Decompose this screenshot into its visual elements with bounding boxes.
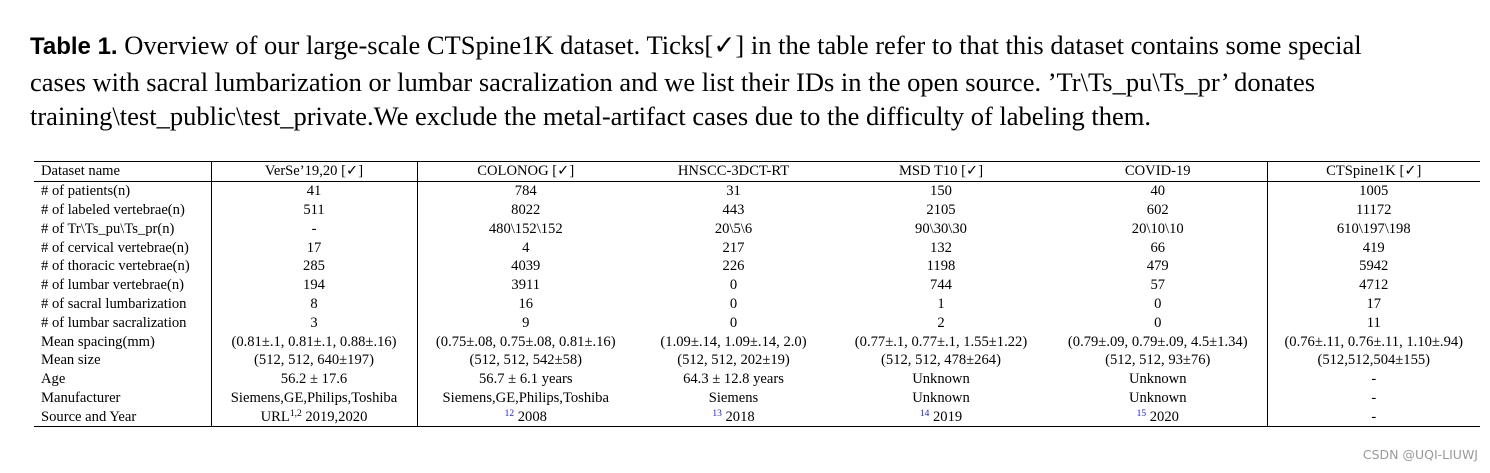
table-cell: 11 <box>1366 314 1381 331</box>
caption-text-1: Overview of our large-scale CTSpine1K dataset. Ticks[✓] in the table refer to that this dataset contains some special <box>124 30 1362 60</box>
table-cell: 8022 <box>511 201 541 218</box>
table-cell: 8 <box>211 295 417 314</box>
header-hnscc: HNSCC-3DCT-RT <box>677 163 790 180</box>
table-cell: 56.7 ± 6.1 years <box>478 371 573 388</box>
table-cell: 16 <box>518 295 534 312</box>
table-cell: (0.81±.1, 0.81±.1, 0.88±.16) <box>211 332 417 351</box>
table-cell: (512,512,504±155) <box>1317 352 1431 369</box>
table-cell: (0.77±.1, 0.77±.1, 1.55±1.22) <box>854 333 1028 350</box>
table-cell: 20\10\10 <box>1049 219 1267 238</box>
header-msd: MSD T10 [✓] <box>898 163 984 180</box>
table-cell: 4039 <box>511 258 541 275</box>
header-covid: COVID-19 <box>1049 162 1267 182</box>
table-cell: - <box>1371 371 1377 388</box>
table-row <box>34 238 1480 257</box>
cell-source-ctspine1k: - <box>1371 408 1377 425</box>
table-cell: (512, 512, 93±76) <box>1049 351 1267 370</box>
table-cell: (0.76±.11, 0.76±.11, 1.10±.94) <box>1284 333 1464 350</box>
cell-source-msd: $^{14}$ 2019 <box>919 408 963 425</box>
table-row-source-year <box>34 407 1480 426</box>
cell-source-colonog: $^{12}$ 2008 <box>504 408 547 425</box>
watermark: CSDN @UQI-LIUWJ <box>1362 447 1478 462</box>
table-cell: 479 <box>1049 257 1267 276</box>
table-cell: 56.2 ± 17.6 <box>211 370 417 389</box>
row-label: # of Tr\Ts_pu\Ts_pr(n) <box>34 219 211 238</box>
table-row <box>34 332 1480 351</box>
row-label: # of lumbar vertebrae(n) <box>34 276 211 295</box>
table-cell: 217 <box>722 239 745 256</box>
table-cell: 20\5\6 <box>714 220 753 237</box>
row-label: # of lumbar sacralization <box>34 313 211 332</box>
table-cell: 0 <box>1049 295 1267 314</box>
table-cell: 41 <box>211 181 417 200</box>
table-cell: Siemens,GE,Philips,Toshiba <box>211 389 417 408</box>
citation-link[interactable]: 12 <box>504 408 515 419</box>
caption-label: Table 1. <box>30 33 118 60</box>
table-cell: 132 <box>930 239 952 256</box>
table-cell: 17 <box>211 238 417 257</box>
table-cell: 5942 <box>1359 258 1389 275</box>
header-ctspine1k: CTSpine1K [✓] <box>1326 163 1422 180</box>
dataset-table <box>34 161 1480 427</box>
table-cell: 9 <box>522 314 530 331</box>
row-label: # of thoracic vertebrae(n) <box>34 257 211 276</box>
table-cell: Unknown <box>912 371 970 388</box>
table-cell: Unknown <box>912 389 970 406</box>
table-cell: 744 <box>930 277 952 294</box>
row-label: # of patients(n) <box>34 181 211 200</box>
table-cell: 17 <box>1366 295 1382 312</box>
table-cell: (512, 512, 478±264) <box>881 352 1001 369</box>
row-label: Mean size <box>34 351 211 370</box>
row-label: Manufacturer <box>34 389 211 408</box>
table-cell: 1 <box>937 295 945 312</box>
table-cell: (0.79±.09, 0.79±.09, 4.5±1.34) <box>1049 332 1267 351</box>
table-cell: 419 <box>1362 239 1385 256</box>
table-cell: 610\197\198 <box>1336 220 1411 237</box>
header-colonog: COLONOG [✓] <box>477 163 575 180</box>
table-header-row <box>34 162 1480 182</box>
header-dataset-name: Dataset name <box>34 162 211 182</box>
cell-source-verse: URL$^{1,2}$ 2019,2020 <box>211 407 417 426</box>
table-cell: 40 <box>1049 181 1267 200</box>
table-cell: 1198 <box>926 258 956 275</box>
table-caption <box>30 28 1480 134</box>
table-cell: (512, 512, 202±19) <box>677 352 790 369</box>
table-cell: 150 <box>930 183 952 200</box>
table-cell: Unknown <box>1049 370 1267 389</box>
cell-source-covid: $^{15}$ 2020 <box>1049 407 1267 426</box>
caption-line-3: training\test_public\test_private.We exclude the metal-artifact cases due to the difficulty of labeling them. <box>30 101 1152 131</box>
table-cell: 66 <box>1049 238 1267 257</box>
table-cell: (512, 512, 542±58) <box>469 352 583 369</box>
table-cell: 0 <box>729 277 738 294</box>
table-row <box>34 351 1480 370</box>
table-cell: 4 <box>522 239 530 256</box>
table-cell: - <box>1371 389 1377 406</box>
table-cell: Siemens,GE,Philips,Toshiba <box>442 389 609 406</box>
table-row <box>34 181 1480 200</box>
table-cell: 0 <box>729 314 738 331</box>
table-row <box>34 295 1480 314</box>
table-row <box>34 219 1480 238</box>
table-cell: 1005 <box>1359 183 1389 200</box>
table-row <box>34 276 1480 295</box>
table-row <box>34 313 1480 332</box>
table-cell: 480\152\152 <box>488 220 563 237</box>
table-row <box>34 257 1480 276</box>
citation-link[interactable]: 13 <box>712 408 722 419</box>
row-label: # of sacral lumbarization <box>34 295 211 314</box>
table-cell: 2105 <box>926 201 956 218</box>
table-cell: 57 <box>1049 276 1267 295</box>
table-cell: 511 <box>211 201 417 220</box>
table-cell: (1.09±.14, 1.09±.14, 2.0) <box>660 333 807 350</box>
table-cell: Siemens <box>708 389 759 406</box>
table-row <box>34 201 1480 220</box>
row-label: # of cervical vertebrae(n) <box>34 238 211 257</box>
row-label: # of labeled vertebrae(n) <box>34 201 211 220</box>
table-cell: 90\30\30 <box>915 220 967 237</box>
table-cell: Unknown <box>1049 389 1267 408</box>
table-body <box>34 181 1480 426</box>
cell-source-hnscc: $^{13}$ 2018 <box>712 408 755 425</box>
table-cell: 2 <box>937 314 945 331</box>
row-label: Age <box>34 370 211 389</box>
table-cell: 0 <box>729 295 738 312</box>
table-cell: 11172 <box>1356 201 1392 218</box>
table-row <box>34 389 1480 408</box>
table-cell: 0 <box>1049 313 1267 332</box>
table-cell: 784 <box>514 183 537 200</box>
table-cell: - <box>211 219 417 238</box>
citation-link[interactable]: 14 <box>919 408 930 419</box>
citation-link[interactable]: 15 <box>1136 408 1147 419</box>
row-label: Source and Year <box>34 407 211 426</box>
row-label: Mean spacing(mm) <box>34 332 211 351</box>
table-cell: 285 <box>211 257 417 276</box>
table-cell: 64.3 ± 12.8 years <box>683 371 784 388</box>
table-cell: (512, 512, 640±197) <box>211 351 417 370</box>
table-cell: 4712 <box>1359 277 1389 294</box>
table-cell: 3 <box>211 313 417 332</box>
table-cell: 602 <box>1049 201 1267 220</box>
table-cell: 443 <box>722 201 745 218</box>
table-cell: 226 <box>722 258 745 275</box>
table-row <box>34 370 1480 389</box>
caption-line-2: cases with sacral lumbarization or lumbar sacralization and we list their IDs in the open source. ’Tr\Ts_pu\Ts_pr’ donates <box>30 66 1316 97</box>
table-cell: 3911 <box>511 277 541 294</box>
table-cell: 194 <box>211 276 417 295</box>
header-verse: VerSe’19,20 [✓] <box>211 162 417 182</box>
caption-line-1 <box>30 28 1480 65</box>
table-cell: 31 <box>726 183 741 200</box>
table-cell: (0.75±.08, 0.75±.08, 0.81±.16) <box>435 333 616 350</box>
